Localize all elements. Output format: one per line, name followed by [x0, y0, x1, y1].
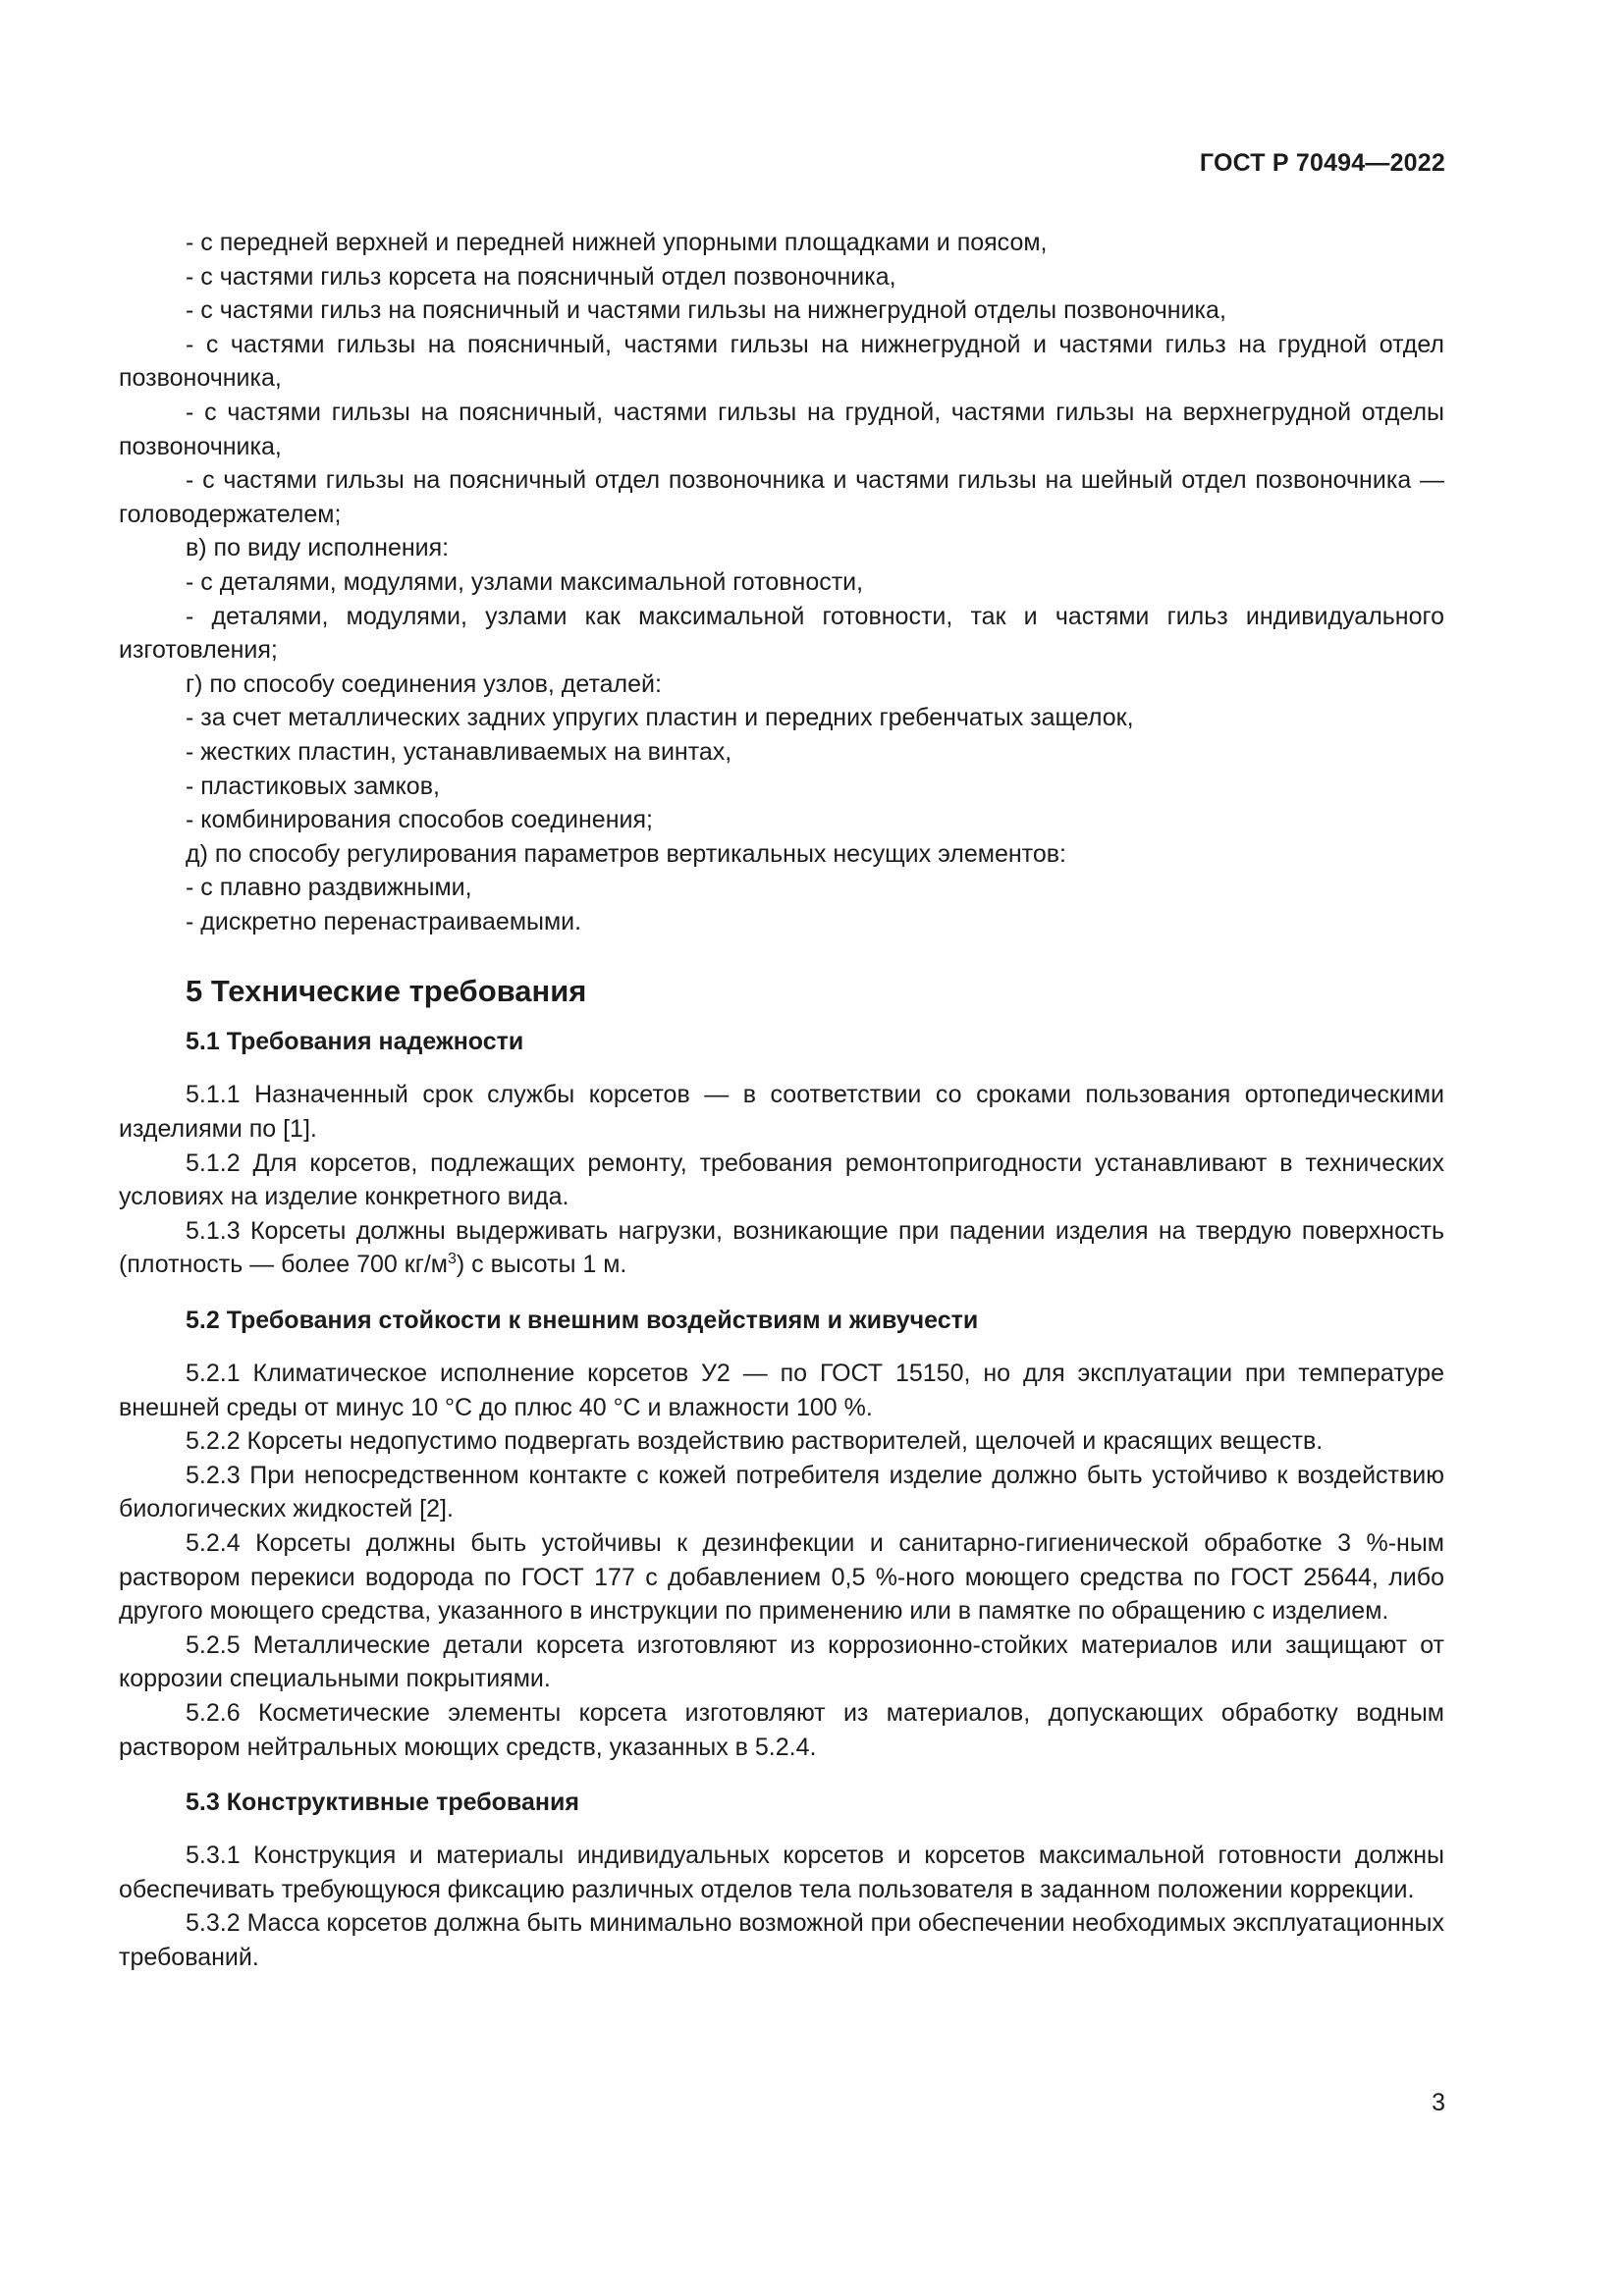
list-item: - с частями гильзы на поясничный отдел позвоночника и частями гильзы на шейный отдел позвоночника — головодержателем;	[119, 466, 1444, 528]
clause-paragraph: 5.2.2 Корсеты недопустимо подвергать воздействию растворителей, щелочей и красящих веществ.	[186, 1427, 1324, 1456]
list-subheading: в) по виду исполнения:	[186, 534, 450, 562]
clause-paragraph: 5.2.3 При непосредственном контакте с кожей потребителя изделие должно быть устойчиво к воздействию биологических жидкостей [2].	[119, 1461, 1444, 1523]
list-item: - с деталями, модулями, узлами максимальной готовности,	[186, 567, 864, 596]
list-item: - пластиковых замков,	[186, 772, 440, 800]
list-item: - комбинирования способов соединения;	[186, 806, 653, 834]
list-subheading: д) по способу регулирования параметров вертикальных несущих элементов:	[186, 839, 1066, 868]
superscript: 3	[447, 1251, 457, 1268]
clause-paragraph: 5.2.1 Климатическое исполнение корсетов У2 — по ГОСТ 15150, но для эксплуатации при температуре внешней среды от минус 10 °С до плюс 40 °С и влажности 100 %.	[119, 1360, 1444, 1421]
subsection-heading: 5.2 Требования стойкости к внешним воздействиям и живучести	[186, 1307, 979, 1335]
list-item: - с частями гильз корсета на поясничный отдел позвоночника,	[186, 262, 896, 291]
list-item: - с частями гильзы на поясничный, частями гильзы на грудной, частями гильзы на верхнегрудной отделы позвоночника,	[119, 398, 1444, 460]
list-item: - деталями, модулями, узлами как максимальной готовности, так и частями гильз индивидуального изготовления;	[119, 602, 1444, 665]
page-body	[119, 226, 1444, 1975]
standard-designation: ГОСТ Р 70494—2022	[1199, 149, 1445, 177]
section-heading: 5 Технические требования	[186, 974, 587, 1009]
subsection-heading: 5.1 Требования надежности	[186, 1028, 524, 1056]
clause-paragraph: 5.1.2 Для корсетов, подлежащих ремонту, требования ремонтопригодности устанавливают в технических условиях на изделие конкретного вида.	[119, 1148, 1444, 1211]
list-item: - за счет металлических задних упругих пластин и передних гребенчатых защелок,	[186, 704, 1134, 732]
clause-paragraph: 5.3.2 Масса корсетов должна быть минимально возможной при обеспечении необходимых эксплуатационных требований.	[119, 1909, 1444, 1971]
page-number: 3	[1432, 2089, 1445, 2116]
list-subheading: г) по способу соединения узлов, деталей:	[186, 669, 662, 698]
list-item: - жестких пластин, устанавливаемых на винтах,	[186, 737, 732, 766]
list-item: - с плавно раздвижными,	[186, 874, 472, 902]
list-item: - с частями гильзы на поясничный, частями гильзы на нижнегрудной и частями гильз на грудной отдел позвоночника,	[119, 330, 1444, 393]
clause-paragraph: 5.1.1 Назначенный срок службы корсетов — в соответствии со сроками пользования ортопедическими изделиями по [1].	[119, 1081, 1444, 1144]
list-item: - с передней верхней и передней нижней упорными площадками и поясом,	[186, 229, 1048, 256]
clause-text: 5.1.3 Корсеты должны выдерживать нагрузки, возникающие при падении изделия на твердую поверхность (плотность — более 700 кг/м	[119, 1216, 1444, 1279]
list-item: - с частями гильз на поясничный и частями гильзы на нижнегрудной отделы позвоночника,	[186, 296, 1226, 325]
list-item: - дискретно перенастраиваемыми.	[186, 907, 582, 935]
clause-paragraph: 5.2.4 Корсеты должны быть устойчивы к дезинфекции и санитарно-гигиенической обработке 3 %-ным раствором перекиси водорода по ГОСТ 177 с добавлением 0,5 %-ного моющего средства по ГОСТ 25644, либо другого моющего средства, указанного в инструкции по применению или в памятке по обращению с изделием.	[119, 1529, 1444, 1626]
clause-paragraph: 5.2.5 Металлические детали корсета изготовляют из коррозионно-стойких материалов или защищают от коррозии специальными покрытиями.	[119, 1630, 1444, 1693]
clause-paragraph	[119, 1214, 1444, 1282]
clause-paragraph: 5.2.6 Косметические элементы корсета изготовляют из материалов, допускающих обработку водным раствором нейтральных моющих средств, указанных в 5.2.4.	[119, 1698, 1444, 1761]
clause-paragraph: 5.3.1 Конструкция и материалы индивидуальных корсетов и корсетов максимальной готовности должны обеспечивать требующуюся фиксацию различных отделов тела пользователя в заданном положении коррекции.	[119, 1842, 1444, 1903]
clause-text: ) с высоты 1 м.	[456, 1251, 627, 1279]
subsection-heading: 5.3 Конструктивные требования	[186, 1789, 579, 1817]
